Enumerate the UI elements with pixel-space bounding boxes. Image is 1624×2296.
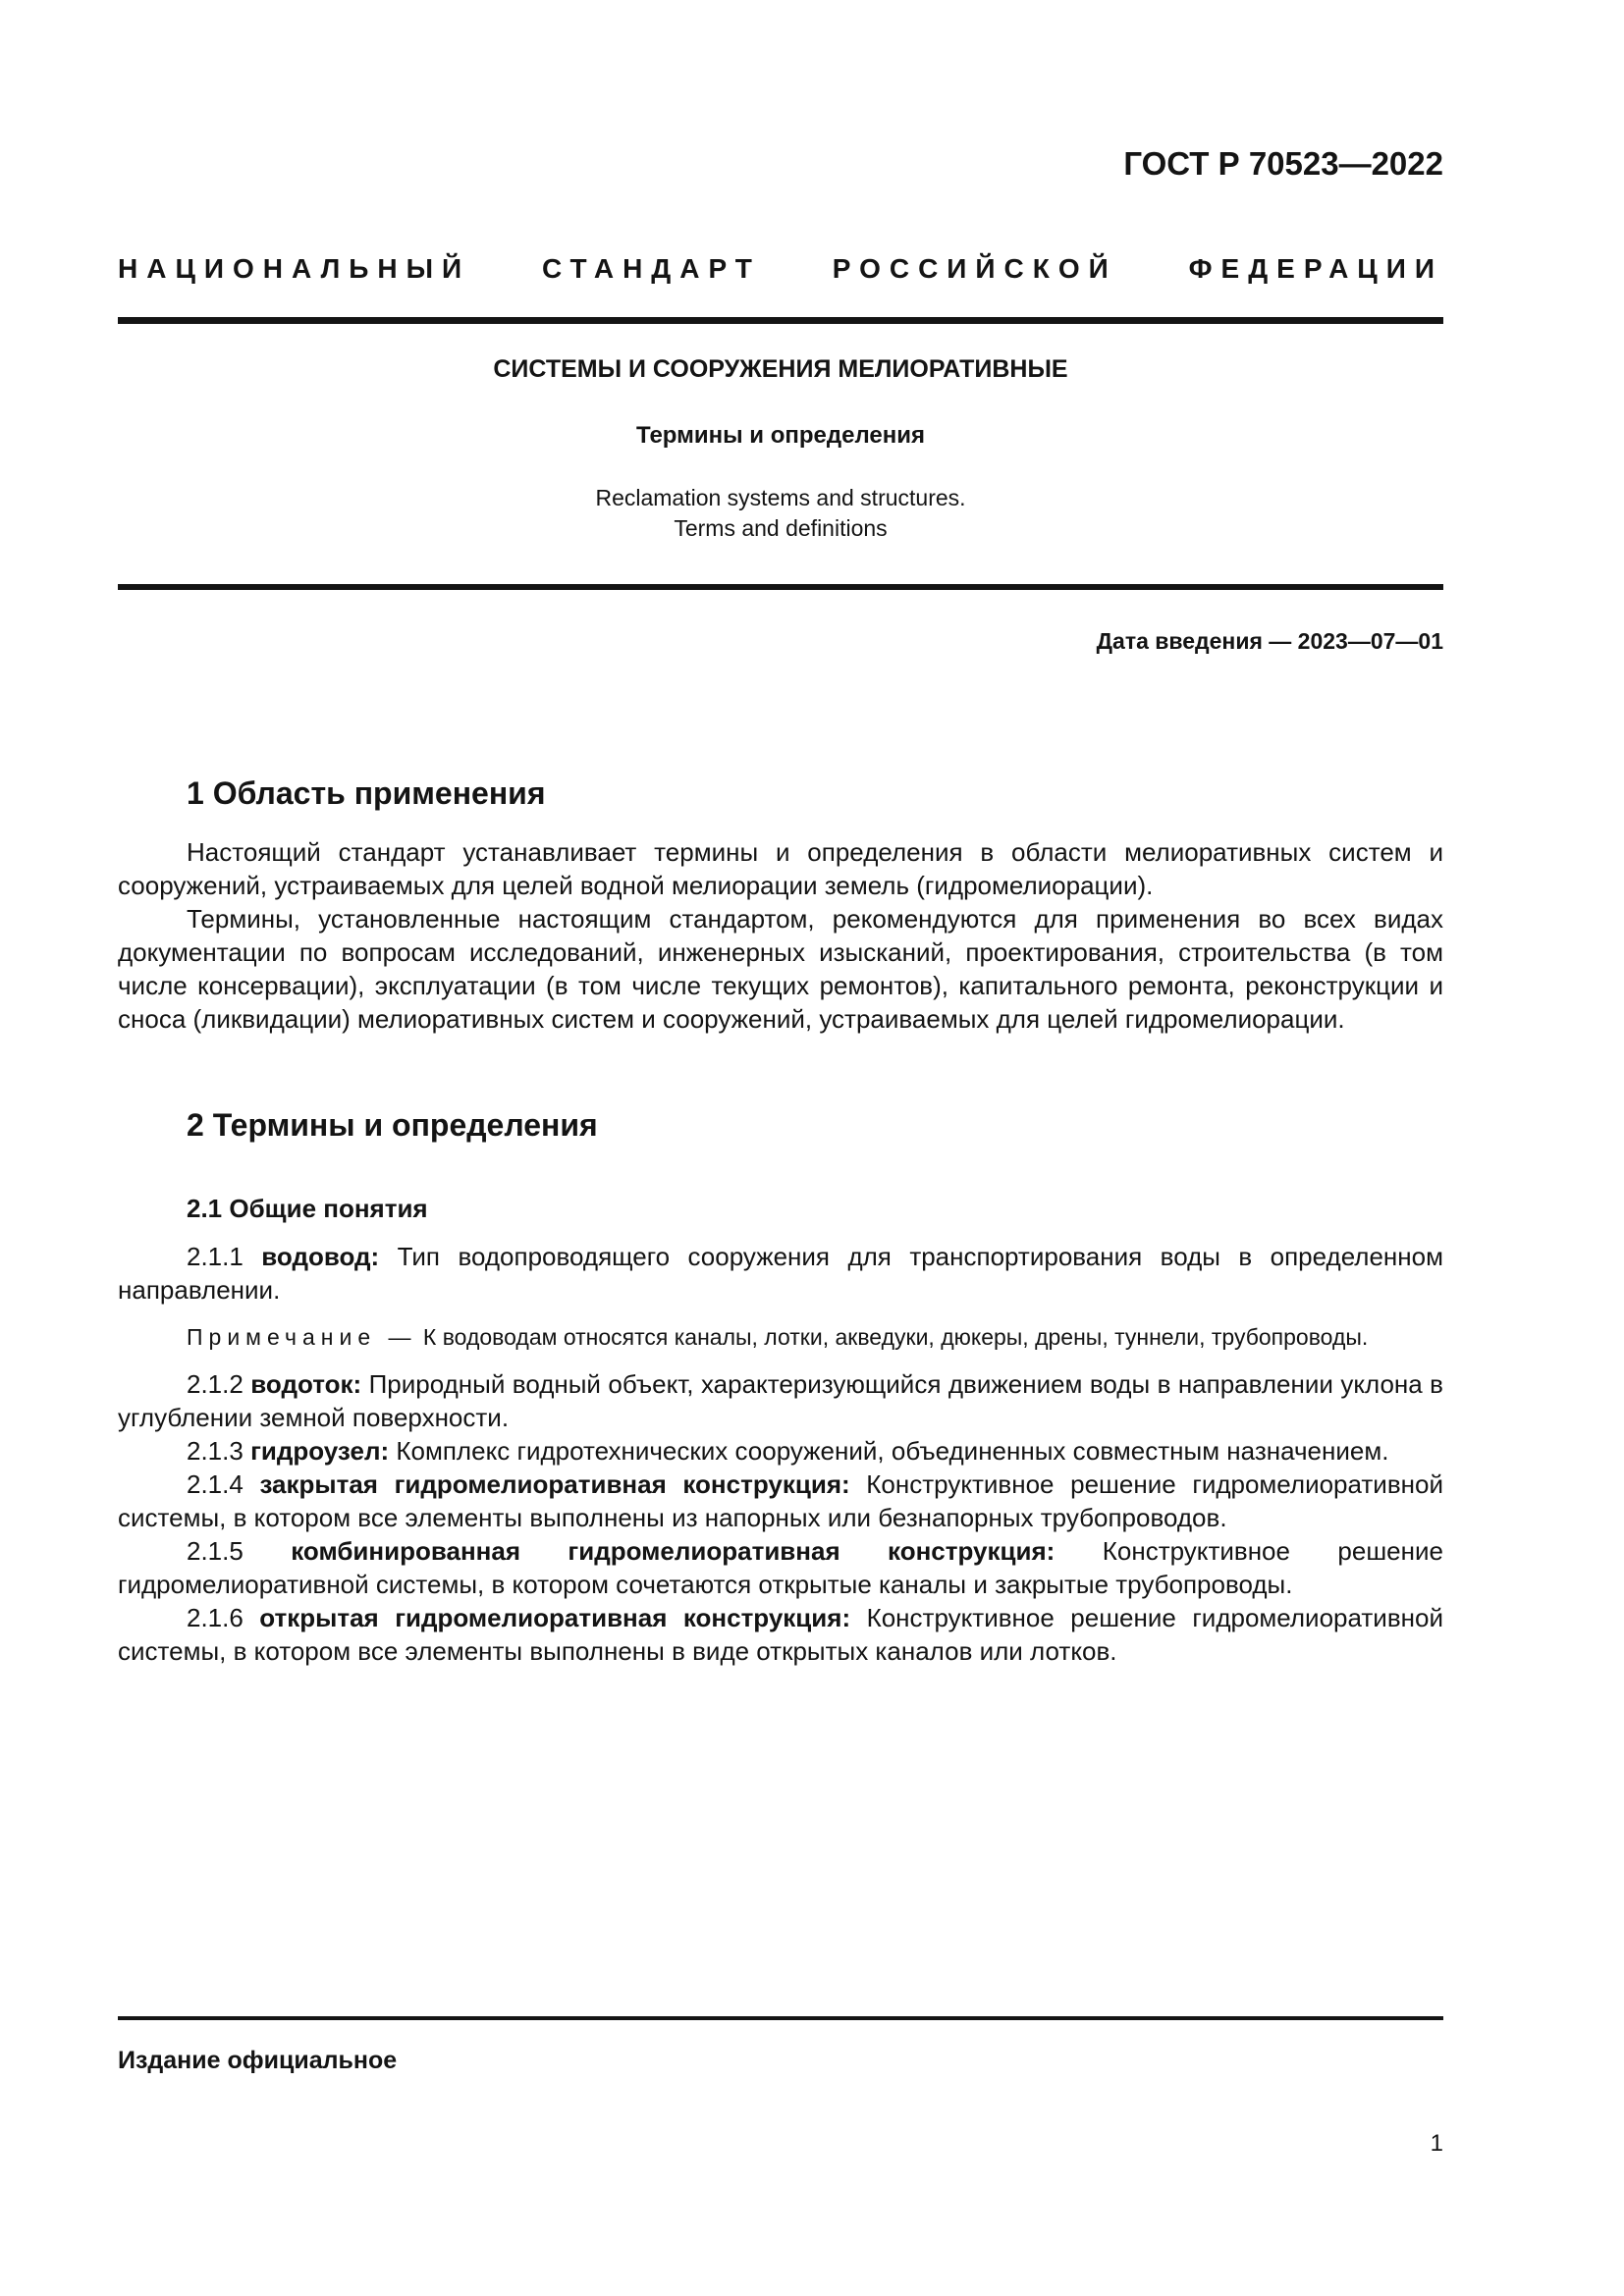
term-name: закрытая гидромелиоративная конструкция: <box>259 1469 850 1499</box>
footer-divider <box>118 2016 1443 2020</box>
term-entry <box>118 1240 1443 1307</box>
term-note <box>118 1320 1443 1354</box>
section-1-paragraph-2: Термины, установленные настоящим стандартом, рекомендуются для применения во всех видах документации по вопросам исследований, инженерных изысканий, проектирования, строительства (в том числе консервации), эксплуатации (в том числе текущих ремонтов), капитального ремонта, реконструкции и сноса (ликвидации) мелиоративных систем и сооружений, устраиваемых для целей гидромелиорации. <box>118 904 1443 1034</box>
standard-designation: ГОСТ Р 70523—2022 <box>1123 145 1443 182</box>
term-name: гидроузел: <box>250 1436 390 1466</box>
note-label: Примечание — <box>187 1324 417 1350</box>
term-number: 2.1.1 <box>187 1242 244 1271</box>
term-entry <box>118 1601 1443 1668</box>
note-text: К водоводам относятся каналы, лотки, акведуки, дюкеры, дрены, туннели, трубопроводы. <box>422 1324 1369 1350</box>
introduction-date: Дата введения — 2023—07—01 <box>1096 628 1443 654</box>
english-title-line1: Reclamation systems and structures. <box>595 485 966 510</box>
term-entry <box>118 1367 1443 1434</box>
term-definition: Конструктивное решение гидромелиоративной системы, в котором все элементы выполнены в виде открытых каналов или лотков. <box>118 1603 1443 1666</box>
section-1-heading: 1 Область применения <box>187 775 546 811</box>
term-definition: Конструктивное решение гидромелиоративной системы, в котором сочетаются открытые каналы и закрытые трубопроводы. <box>118 1536 1443 1599</box>
term-number: 2.1.4 <box>187 1469 244 1499</box>
term-number: 2.1.6 <box>187 1603 244 1632</box>
official-edition-label: Издание официальное <box>118 2047 398 2074</box>
term-definition: Конструктивное решение гидромелиоративной системы, в котором все элементы выполнены из напорных или безнапорных трубопроводов. <box>118 1469 1443 1532</box>
term-entry <box>118 1534 1443 1601</box>
term-number: 2.1.3 <box>187 1436 244 1466</box>
term-name: комбинированная гидромелиоративная конструкция: <box>291 1536 1056 1566</box>
terms-list <box>118 1240 1443 1668</box>
document-title: СИСТЕМЫ И СООРУЖЕНИЯ МЕЛИОРАТИВНЫЕ <box>493 355 1068 383</box>
term-definition: Природный водный объект, характеризующийся движением воды в направлении уклона в углублении земной поверхности. <box>118 1369 1443 1432</box>
top-divider <box>118 317 1443 324</box>
page-number: 1 <box>1430 2130 1443 2157</box>
term-number: 2.1.5 <box>187 1536 244 1566</box>
section-1-body <box>118 835 1443 1036</box>
term-entry <box>118 1434 1443 1468</box>
term-definition: Комплекс гидротехнических сооружений, объединенных совместным назначением. <box>396 1436 1389 1466</box>
section-2-heading: 2 Термины и определения <box>187 1107 598 1143</box>
english-title <box>118 483 1443 544</box>
english-title-line2: Terms and definitions <box>674 515 888 541</box>
term-name: водовод: <box>261 1242 380 1271</box>
subsection-2-1-heading: 2.1 Общие понятия <box>187 1194 428 1223</box>
section-1-paragraph-1: Настоящий стандарт устанавливает термины и определения в области мелиоративных систем и сооружений, устраиваемых для целей водной мелиорации земель (гидромелиорации). <box>118 837 1443 900</box>
term-name: открытая гидромелиоративная конструкция: <box>259 1603 851 1632</box>
term-entry <box>118 1468 1443 1534</box>
term-name: водоток: <box>250 1369 362 1399</box>
national-standard-title: НАЦИОНАЛЬНЫЙ СТАНДАРТ РОССИЙСКОЙ ФЕДЕРАЦИИ <box>118 253 1443 284</box>
title-divider <box>118 584 1443 590</box>
term-number: 2.1.2 <box>187 1369 244 1399</box>
term-definition: Тип водопроводящего сооружения для транспортирования воды в определенном направлении. <box>118 1242 1443 1305</box>
document-subtitle: Термины и определения <box>635 422 926 449</box>
